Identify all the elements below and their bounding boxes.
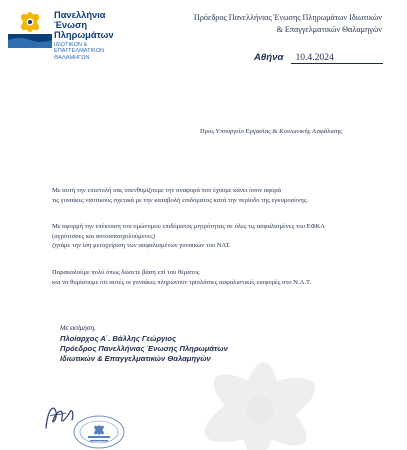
paragraph-line: (αγρότισσες και αυτοαπασχολούμενες) <box>52 232 156 240</box>
paragraph-line: Με αυτή την επιστολή σας υπενθυμίζουμε την αναφορά που έχουμε κάνει όσον αφορά <box>52 187 282 194</box>
body-paragraph-2 <box>52 222 325 251</box>
paragraph-line: και να θυμίσουμε ότι αυτές οι γυναίκες πληρώνουν τριπλάσιες ασφαλιστικές εισφορές στο Ν.Α.Τ. <box>52 278 312 286</box>
closing-greeting: Με εκτίμηση, <box>60 325 96 332</box>
signatory-name: Πλοίαρχος Α΄. Βάλλης Γεώργιος <box>60 334 177 343</box>
logo-line-3: Πληρωμάτων <box>54 30 114 40</box>
paragraph-line: ζητάμε την ίση μεταχείριση των ασφαλισμένων γυναικών του ΝΑΤ. <box>52 242 231 250</box>
paragraph-line: τις γυναίκες ναυτικούς σχετικά με την καταβολή επιδόματος κατά την περίοδο της εγκυμοσύνης. <box>52 196 309 204</box>
header-organization <box>150 12 382 36</box>
paragraph-line: Με αφορμή την επέκταση του ομώνυμου επιδόματος μητρότητας σε όλες τις ασφαλισμένες του ΕΦΚΑ <box>52 223 326 230</box>
header-org-line-1: Πρόεδρος Πανελλήνιας Ένωσης Πληρωμάτων Ιδιωτικών <box>193 13 382 22</box>
logo-line-2: Ένωση <box>54 20 87 30</box>
signatory-title-2: Ιδιωτικών & Επαγγελματικών Θαλαμηγών <box>60 354 211 363</box>
dateline-date: 10.4.2024 <box>291 52 383 64</box>
logo-sub-line-1: ΙΔΙΩΤΙΚΩΝ & <box>54 42 88 48</box>
body-paragraph-3 <box>52 268 311 287</box>
dateline-city: Αθήνα <box>254 52 284 63</box>
logo-sub-line-3: ΘΑΛΑΜΗΓΩΝ <box>54 54 90 61</box>
recipient-line: Προς Υπουργείο Εργασίας & Κοινωνικής Ασφάλισης <box>200 128 342 135</box>
organization-logo <box>8 6 168 66</box>
logo-line-1: Πανελλήνια <box>54 10 106 20</box>
dateline <box>254 52 383 64</box>
paragraph-line: Παρακαλούμε πολύ όπως δώσετε βάση επί του θέματος <box>52 269 200 276</box>
logo-sub-line-2: ΕΠΑΓΓΕΛΜΑΤΙΚΩΝ <box>54 48 105 55</box>
organization-stamp-icon <box>72 412 126 450</box>
body-paragraph-1 <box>52 186 308 205</box>
signature-block <box>60 324 228 364</box>
signatory-title-1: Πρόεδρος Πανελλήνιας Ένωσης Πληρωμάτων <box>60 344 228 353</box>
logo-subtitle <box>54 42 104 61</box>
logo-wordmark <box>54 10 114 40</box>
propeller-logo-icon <box>8 6 52 48</box>
header-org-line-2: & Επαγγελματικών Θαλαμηγών <box>276 25 382 34</box>
